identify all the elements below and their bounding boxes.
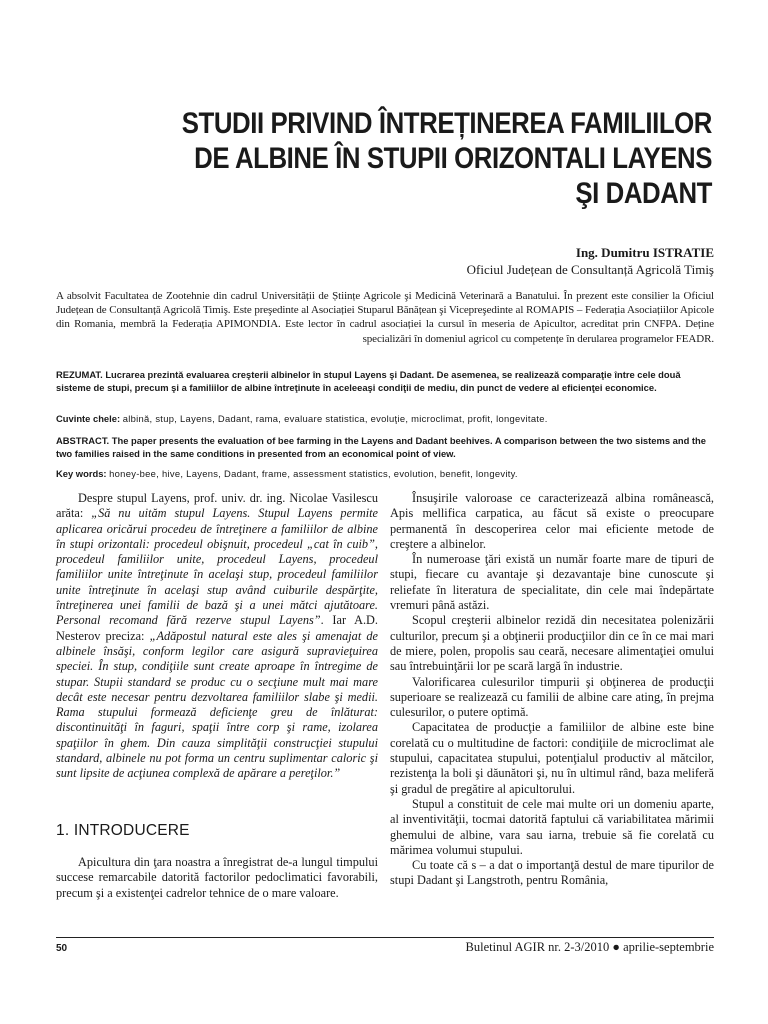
- right-paragraph-2: În numeroase ţări există un număr foarte mare de tipuri de stupi, fiecare cu avantaje şi dezavantaje bine cunoscute şi reliefate în literatura de specialitate, din cele mai îndepărtate vremuri până astăzi.: [390, 552, 714, 613]
- nesterov-quote: „Adăpostul natural este ales şi amenajat de albinele însăşi, conform legilor care asigură supravieţuirea speciei. În stup, condiţiile sunt create aproape în întregime de stupar. Stupii standard se produc cu o secţiune mult mai mare decât este necesar pentru dezvoltarea familiilor slabe şi medii. Rama stupului formează deficienţe greu de înlăturat: discontinuităţi în faguri, spaţii între corp şi rame, izolarea spaţiilor în ghem. Din cauza simplităţii construcţiei stupului standard, albinele nu pot forma un centru suplimentar caloric şi sunt lipsite de acţiunea complexă de apărare a pereţilor.”: [56, 628, 378, 781]
- rezumat-text: Lucrarea prezintă evaluarea creşterii albinelor în stupul Layens şi Dadant. De asemenea, se realizează comparaţie între cele două sisteme de stupi, precum şi a familiilor de albine întreţinute în aceleeaşi condiţii de mediu, din punct de vedere al eficienţei economice.: [56, 369, 681, 393]
- abstract-block: [56, 434, 714, 460]
- author-bio: A absolvit Facultatea de Zootehnie din cadrul Universității de Științe Agricole şi Medicină Veterinară a Banatului. În prezent este consilier la Oficiul Județean de Consultanță Agricolă Timiş. Este preşedinte al Asociației Stuparul Bănățean şi Vicepreşedinte al ROMAPIS – Federația Asociațiilor Apicole din Romania, membră la Federația APIMONDIA. Este lector în cadrul asociației la cursul în meseria de Apicultor, acreditat prin CNFPA. Deține specializări în domeniul agricol cu competențe în derularea programelor FEADR.: [56, 290, 714, 345]
- cuvinte-cheie-block: [56, 412, 714, 425]
- footer-divider: [56, 937, 714, 938]
- abstract-text: The paper presents the evaluation of bee farming in the Layens and Dadant beehives. A comparison between the two sistems and the two families raised in the same conditions in presented from an economical point of view.: [56, 435, 706, 459]
- right-paragraph-6: Stupul a constituit de cele mai multe ori un domeniu aparte, al inventivităţii, tocmai datorită faptului că variabilitatea mărimii ghemului de albine, vara sau iarna, trebuie să fie corelată cu mărimea volumui stupului.: [390, 796, 714, 857]
- right-paragraph-1: Însuşirile valoroase ce caracterizează albina românească, Apis mellifica carpatica, au făcut să existe o preocupare permanentă în descoperirea celor mai eficiente metode de creştere a albinelor.: [390, 491, 714, 551]
- right-paragraph-5: Capacitatea de producţie a familiilor de albine este bine corelată cu o multitudine de factori: condiţiile de microclimat ale stupului, capacitatea stupului, potenţialul productiv al mătcilor, rezistenţa la boli şi dăunători şi, nu în ultimul rând, baza meliferă şi gradul de pregătire al apicultorului.: [390, 720, 714, 796]
- title-line-1: STUDII PRIVIND ÎNTREȚINEREA FAMILIILOR: [181, 107, 712, 140]
- introducere-paragraph: Apicultura din ţara noastra a înregistrat de-a lungul timpului succese remarcabile datorită factorilor pedoclimatici favorabili, precum şi a existenţei cadrelor tehnice de o mare valoare.: [56, 855, 378, 900]
- vasilescu-quote: „Să nu uităm stupul Layens. Stupul Layens permite aplicarea oricărui procedeu de întreţinere a familiilor de albine în stupi orizontali: procedeul obişnuit, procedeul „cat în cuib”, procedeul familiilor unite, procedeul Layens, procedeul familiilor unite întreţinute în acelaşi stup, procedeul familiilor unite întreţinute în acelaşi stup având cuiburile despărţite, întreţinerea unei familii de bază şi a unei mătci ajutătoare. Personal recomand fără rezerve stupul Layens”: [56, 506, 378, 628]
- page-number: 50: [56, 943, 68, 954]
- keywords-text: honey-bee, hive, Layens, Dadant, frame, assessment statistics, evolution, benefit, longevity.: [109, 468, 518, 479]
- left-column-bottom: [56, 855, 378, 901]
- keywords-label: Key words:: [56, 468, 107, 479]
- right-paragraph-3: Scopul creşterii albinelor rezidă din necesitatea polenizării culturilor, precum şi a obţinerii producţiilor din ce în ce mai mari de miere, polen, propolis sau ceară, necesare alimentaţiei omului sau întrebuinţării lor pe scară largă în industrie.: [390, 613, 714, 674]
- right-paragraph-4: Valorificarea culesurilor timpurii şi obţinerea de producţii superioare se realizează cu familii de albine care ating, în prejma culesurilor, o putere optimă.: [390, 674, 714, 720]
- cuvinte-cheie-label: Cuvinte chele:: [56, 413, 121, 424]
- article-title: [151, 106, 712, 211]
- author-affiliation: Oficiul Județean de Consultanță Agricolă Timiş: [466, 262, 714, 277]
- left-column: [56, 491, 378, 782]
- rezumat-label: REZUMAT.: [56, 369, 103, 380]
- right-column: [390, 491, 714, 889]
- cuvinte-cheie-text: albină, stup, Layens, Dadant, rama, evaluare statistica, evoluţie, microclimat, profit, longevitate.: [122, 413, 548, 424]
- intro-mid-text: . Iar A.D. Nesterov preciza:: [56, 613, 378, 643]
- author-block: [467, 244, 714, 278]
- title-line-2: DE ALBINE ÎN STUPII ORIZONTALI LAYENS: [194, 142, 712, 175]
- section-heading-introducere: 1. INTRODUCERE: [56, 822, 190, 839]
- abstract-label: ABSTRACT.: [56, 435, 110, 446]
- title-line-3: ŞI DADANT: [575, 177, 712, 210]
- journal-footer: Buletinul AGIR nr. 2-3/2010 ● aprilie-septembrie: [465, 940, 714, 954]
- intro-text: Despre stupul Layens, prof. univ. dr. ing. Nicolae Vasilescu arăta:: [56, 491, 378, 521]
- right-paragraph-7: Cu toate că s – a dat o importanţă destul de mare tipurilor de stupi Dadant şi Langstroth, pentru România,: [390, 858, 714, 888]
- author-name: Ing. Dumitru ISTRATIE: [575, 245, 714, 260]
- intro-paragraph: [56, 491, 378, 782]
- rezumat-block: [56, 368, 714, 394]
- keywords-block: [56, 467, 714, 480]
